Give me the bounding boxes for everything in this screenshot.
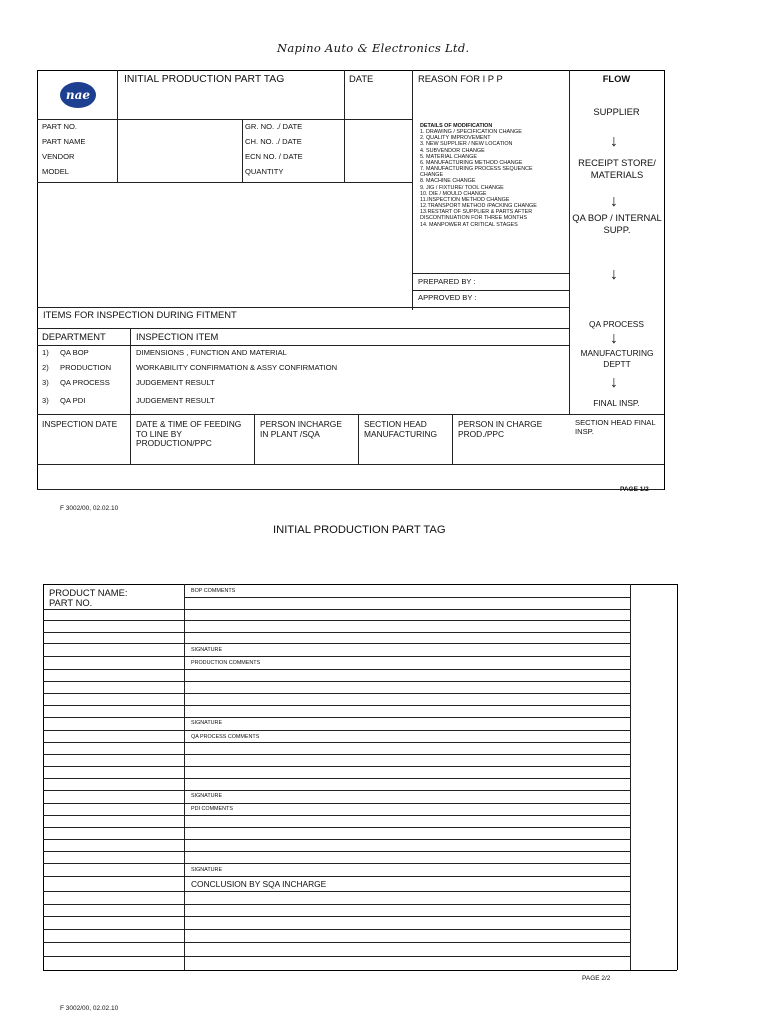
date-label: DATE	[349, 73, 374, 84]
field-gr-no: GR. NO. ./ DATE	[245, 122, 303, 131]
header-person-incharge-prod: PERSON IN CHARGE PROD./PPC	[458, 419, 543, 439]
modification-item: 9. JIG / FIXTURE/ TOOL CHANGE	[420, 184, 504, 191]
modification-item: 5. MATERIAL CHANGE	[420, 153, 477, 160]
department-header: DEPARTMENT	[42, 331, 106, 342]
row-department: PRODUCTION	[60, 363, 112, 372]
form-code-1: F 3002/00, 02.02.10	[60, 505, 119, 512]
header-section-head-mfg: SECTION HEAD MANUFACTURING	[364, 419, 438, 439]
row-number: 3)	[42, 378, 49, 387]
bop-comments-label: BOP COMMENTS	[191, 588, 236, 594]
field-part-no: PART NO.	[42, 122, 78, 131]
modification-item: 4. SUBVENDOR CHANGE	[420, 147, 485, 154]
field-vendor: VENDOR	[42, 152, 75, 161]
page-number-1: PAGE 1/2	[620, 486, 649, 493]
flow-step-qa-process: QA PROCESS	[589, 319, 644, 329]
field-ecn-no: ECN NO. / DATE	[245, 152, 303, 161]
row-inspection-item: JUDGEMENT RESULT	[136, 378, 215, 387]
production-comments-label: PRODUCTION COMMENTS	[191, 660, 261, 666]
header-inspection-date: INSPECTION DATE	[42, 419, 118, 429]
header-person-incharge-plant: PERSON INCHARGE IN PLANT /SQA	[260, 419, 342, 439]
flow-heading: FLOW	[602, 73, 631, 84]
header-feeding-time: DATE & TIME OF FEEDING TO LINE BY PRODUCTION/PPC	[136, 419, 242, 449]
flow-step-final-insp: FINAL INSP.	[593, 398, 640, 408]
modification-item: 7. MANUFACTURING PROCESS SEQUENCE	[420, 166, 533, 173]
arrow-down-icon: ↓	[610, 330, 618, 347]
arrow-down-icon: ↓	[610, 374, 618, 391]
modification-item: 13.RESTART OF SUPPLIER & PARTS AFTER	[420, 209, 533, 216]
row-department: QA PROCESS	[60, 378, 110, 387]
conclusion-label: CONCLUSION BY SQA INCHARGE	[191, 879, 327, 889]
row-department: QA BOP	[60, 348, 89, 357]
row-number: 2)	[42, 363, 49, 372]
modification-item: 11.INSPECTION METHOD CHANGE	[420, 196, 510, 203]
modification-item: 3. NEW SUPPLIER / NEW LOCATION	[420, 141, 513, 148]
form-code-2: F 3002/00, 02.02.10	[60, 1005, 119, 1012]
signature-label: SIGNATURE	[191, 647, 223, 653]
modification-heading: DETAILS OF MODIFICATION	[420, 123, 493, 129]
modification-item: CHANGE	[420, 172, 444, 179]
row-inspection-item: WORKABILITY CONFIRMATION & ASSY CONFIRMATION	[136, 363, 338, 372]
signature-label: SIGNATURE	[191, 793, 223, 799]
company-logo: nae	[60, 82, 96, 108]
prepared-by-label: PREPARED BY :	[418, 277, 476, 286]
arrow-down-icon: ↓	[610, 193, 618, 210]
arrow-down-icon: ↓	[610, 266, 618, 283]
field-model: MODEL	[42, 167, 70, 176]
page2-title: INITIAL PRODUCTION PART TAG	[273, 524, 446, 536]
row-number: 3)	[42, 396, 49, 405]
reason-label: REASON FOR I P P	[418, 73, 503, 84]
signature-label: SIGNATURE	[191, 720, 223, 726]
qa-process-comments-label: QA PROCESS COMMENTS	[191, 734, 260, 740]
modification-item: 12.TRANSPORT METHOD /PACKING CHANGE	[420, 203, 537, 210]
modification-item: 14. MANPOWER AT CRITICAL STAGES	[420, 221, 518, 228]
field-part-name: PART NAME	[42, 137, 86, 146]
section-head-final-insp: SECTION HEAD FINAL INSP.	[575, 418, 656, 436]
flow-step-qa-bop: QA BOP / INTERNAL SUPP.	[572, 212, 662, 235]
inspection-item-header: INSPECTION ITEM	[136, 331, 219, 342]
modification-item: 1. DRAWING / SPECIFICATION CHANGE	[420, 129, 522, 136]
approved-by-label: APPROVED BY :	[418, 293, 477, 302]
page-number-2: PAGE 2/2	[582, 975, 611, 982]
modification-item: 8. MACHINE CHANGE	[420, 178, 476, 185]
pdi-comments-label: PDI COMMENTS	[191, 806, 233, 812]
company-name: Napino Auto & Electronics Ltd.	[277, 41, 470, 55]
row-department: QA PDI	[60, 396, 86, 405]
product-name-label: PRODUCT NAME:	[49, 587, 128, 598]
row-inspection-item: DIMENSIONS , FUNCTION AND MATERIAL	[136, 348, 287, 357]
modification-details	[420, 123, 537, 228]
modification-item: 2. QUALITY IMPROVEMENT	[420, 135, 491, 142]
flow-step-manufacturing: MANUFACTURING DEPTT	[580, 348, 654, 369]
arrow-down-icon: ↓	[610, 133, 618, 150]
modification-item: 10. DIE / MOULD CHANGE	[420, 190, 487, 197]
flow-step-supplier: SUPPLIER	[593, 106, 640, 117]
modification-item: 6. MANUFACTURING METHOD CHANGE	[420, 159, 523, 166]
part-no-label: PART NO.	[49, 597, 93, 608]
signature-label: SIGNATURE	[191, 867, 223, 873]
modification-item: DISCONTINUATION FOR THREE MONTHS	[420, 215, 528, 222]
items-heading: ITEMS FOR INSPECTION DURING FITMENT	[43, 309, 237, 320]
page1-title: INITIAL PRODUCTION PART TAG	[124, 74, 285, 85]
flow-step-receipt-store: RECEIPT STORE/ MATERIALS	[578, 157, 656, 180]
field-quantity: QUANTITY	[245, 167, 284, 176]
field-ch-no: CH. NO. ./ DATE	[245, 137, 302, 146]
row-number: 1)	[42, 348, 49, 357]
row-inspection-item: JUDGEMENT RESULT	[136, 396, 215, 405]
